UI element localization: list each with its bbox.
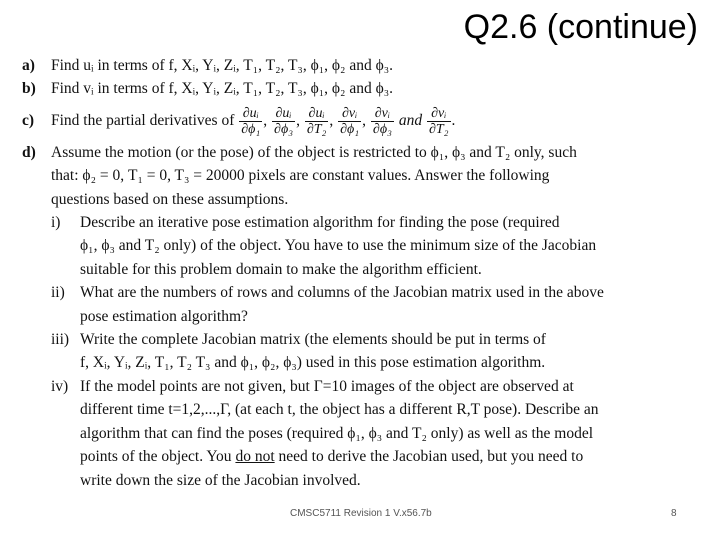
emphasis-do-not: do not bbox=[235, 448, 275, 466]
subquestion-iv-label: iv) bbox=[51, 377, 69, 395]
page-number: 8 bbox=[671, 508, 677, 519]
question-body bbox=[22, 54, 694, 492]
subquestion-iv-line5: write down the size of the Jacobian involved. bbox=[80, 471, 361, 489]
subquestion-i-line3: suitable for this problem domain to make the algorithm efficient. bbox=[80, 260, 482, 278]
subquestion-iv-line3: algorithm that can find the poses (required ϕ₁, ϕ₃ and T₂ only) as well as the model bbox=[80, 424, 594, 442]
subquestion-iv-line1: If the model points are not given, but Γ=10 images of the object are observed at bbox=[80, 377, 574, 395]
partial-dv-dt2: $\frac{\text{∂vᵢ}}{\text{∂T₂}}$ bbox=[428, 105, 449, 137]
partial-dv-dphi3: $\frac{\text{∂vᵢ}}{\text{∂ϕ₃}}$ bbox=[372, 105, 392, 137]
subquestion-ii-label: ii) bbox=[51, 284, 65, 302]
subquestion-i-line1: Describe an iterative pose estimation algorithm for finding the pose (required bbox=[80, 214, 560, 232]
subquestion-iii-label: iii) bbox=[51, 331, 70, 349]
subquestion-i bbox=[22, 211, 694, 234]
question-c: c) Find the partial derivatives of $\frac{\text{∂uᵢ}}{\text{∂ϕ₁}}$ , $\frac{\text{∂uᵢ}}{\text{∂ϕ₃}}$ , $\frac{\text{∂uᵢ}}{\text{∂T₂}}$ , $\frac{\text{∂vᵢ}}{\text{∂ϕ₁}}$ , $\frac{\text{∂vᵢ}}{\text{∂ϕ₃}}$ and $\frac{\text{∂vᵢ}}{\text{∂T₂}}$ . bbox=[22, 101, 694, 141]
and-word: and bbox=[398, 111, 423, 129]
subquestion-iii-line1: Write the complete Jacobian matrix (the elements should be put in terms of bbox=[80, 331, 546, 349]
partial-du-dphi1: $\frac{\text{∂uᵢ}}{\text{∂ϕ₁}}$ bbox=[241, 105, 261, 137]
question-d-label: d) bbox=[22, 143, 36, 161]
subquestion-iv bbox=[22, 375, 694, 398]
partial-du-dphi3: $\frac{\text{∂uᵢ}}{\text{∂ϕ₃}}$ bbox=[274, 105, 294, 137]
subquestion-i-line2: ϕ₁, ϕ₃ and T₂ only) of the object. You have to use the minimum size of the Jacobian bbox=[80, 237, 597, 255]
question-b-label: b) bbox=[22, 80, 36, 98]
subquestion-iii-line2: f, Xᵢ, Yᵢ, Zᵢ, T₁, T₂ T₃ and ϕ₁, ϕ₂, ϕ₃) used in this pose estimation algorithm. bbox=[80, 354, 546, 372]
partial-du-dt2: $\frac{\text{∂uᵢ}}{\text{∂T₂}}$ bbox=[306, 105, 327, 137]
question-d-line1: Assume the motion (or the pose) of the object is restricted to ϕ₁, ϕ₃ and T₂ only, such bbox=[51, 143, 577, 161]
subquestion-iii bbox=[22, 328, 694, 351]
subquestion-i-label: i) bbox=[51, 214, 61, 232]
subquestion-ii-line1: What are the numbers of rows and columns of the Jacobian matrix used in the above bbox=[80, 284, 604, 302]
slide-title: Q2.6 (continue) bbox=[463, 8, 698, 46]
question-d bbox=[22, 141, 694, 164]
question-c-text: Find the partial derivatives of bbox=[51, 111, 235, 129]
question-b-text: Find vᵢ in terms of f, Xᵢ, Yᵢ, Zᵢ, T₁, T₂, T₃, ϕ₁, ϕ₂ and ϕ₃. bbox=[51, 80, 394, 98]
subquestion-ii-line2: pose estimation algorithm? bbox=[80, 307, 248, 325]
subquestion-ii bbox=[22, 281, 694, 304]
question-b bbox=[22, 77, 694, 100]
question-a-label: a) bbox=[22, 57, 35, 74]
question-d-line3: questions based on these assumptions. bbox=[51, 190, 289, 208]
question-c-label: c) bbox=[22, 111, 35, 129]
partial-dv-dphi1: $\frac{\text{∂vᵢ}}{\text{∂ϕ₁}}$ bbox=[340, 105, 360, 137]
question-a-text: Find uᵢ in terms of f, Xᵢ, Yᵢ, Zᵢ, T₁, T₂, T₃, ϕ₁, ϕ₂ and ϕ₃. bbox=[51, 57, 394, 74]
question-d-line2: that: ϕ₂ = 0, T₁ = 0, T₃ = 20000 pixels are constant values. Answer the following bbox=[51, 167, 550, 185]
footer-reference: CMSC5711 Revision 1 V.x56.7b bbox=[290, 508, 432, 519]
subquestion-iv-line4-post: need to derive the Jacobian used, but you need to bbox=[274, 448, 584, 466]
question-a bbox=[22, 54, 694, 77]
subquestion-iv-line4 bbox=[22, 445, 694, 468]
subquestion-iv-line2: different time t=1,2,...,Γ, (at each t, the object has a different R,T pose). Describe an bbox=[80, 401, 599, 419]
subquestion-iv-line4-pre: points of the object. You bbox=[80, 448, 236, 466]
